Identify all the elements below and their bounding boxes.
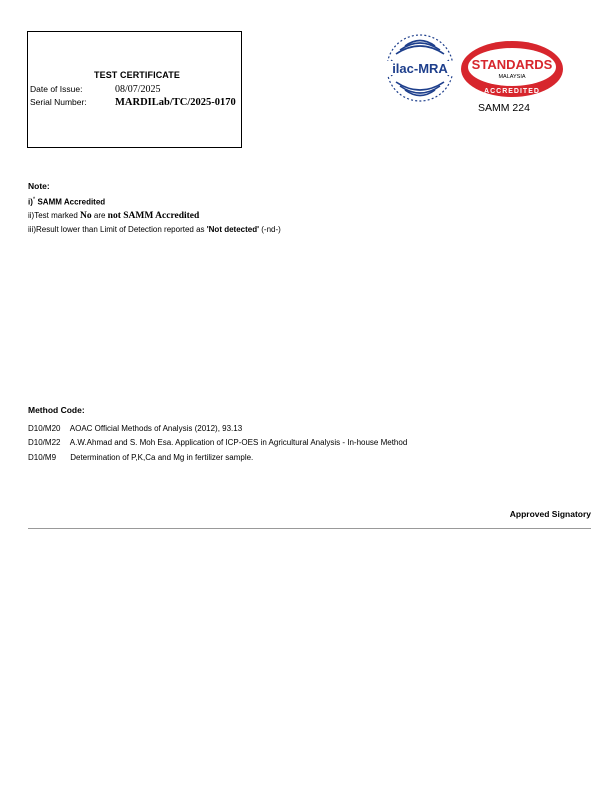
note-line-1-text: SAMM Accredited [37, 197, 106, 207]
note-line-2 [28, 209, 281, 224]
standards-malaysia-logo [459, 39, 565, 99]
method-code: D10/M20 [28, 423, 61, 433]
note-section [28, 180, 281, 237]
note-line-2-bold: not SAMM Accredited [107, 210, 200, 221]
ilac-text: ilac-MRA [392, 61, 448, 76]
note-line-1-prefix: i) [28, 197, 33, 207]
date-of-issue-label: Date of Issue: [30, 84, 83, 94]
certificate-title: TEST CERTIFICATE [94, 70, 180, 80]
method-description: A.W.Ahmad and S. Moh Esa. Application of ICP-OES in Agricultural Analysis - In-house Method [69, 438, 408, 447]
note-line-3-bold: 'Not detected' [206, 225, 260, 235]
method-description: Determination of P,K,Ca and Mg in fertilizer sample. [70, 452, 254, 462]
malaysia-text: MALAYSIA [498, 74, 526, 80]
accredited-text: ACCREDITED [484, 88, 540, 95]
serial-number-row [30, 97, 236, 108]
approved-signatory: Approved Signatory [509, 509, 591, 519]
date-of-issue-row [30, 84, 161, 95]
date-of-issue-value: 08/07/2025 [115, 84, 161, 95]
certificate-header-box [27, 31, 242, 148]
note-line-3 [28, 223, 281, 237]
method-code: D10/M9 [28, 452, 57, 462]
ilac-mra-logo [384, 32, 456, 104]
note-line-3-prefix: iii)Result lower than Limit of Detection reported as [28, 225, 207, 235]
method-row [28, 451, 407, 466]
note-line-3-suffix: (-nd-) [259, 225, 281, 235]
note-line-2-no: No [80, 210, 92, 221]
note-heading: Note: [28, 181, 50, 191]
serial-number-value: MARDILab/TC/2025-0170 [115, 97, 236, 108]
method-row [28, 422, 407, 437]
method-code: D10/M22 [28, 438, 61, 447]
note-line-2-prefix: ii)Test marked [28, 210, 81, 220]
method-row [28, 436, 407, 451]
standards-text: STANDARDS [471, 57, 553, 72]
note-line-2-mid: are [91, 210, 108, 220]
method-code-section [28, 403, 407, 465]
accreditation-mark: * [32, 196, 36, 203]
note-line-1 [28, 194, 281, 209]
serial-number-label: Serial Number: [30, 97, 87, 107]
signature-divider [28, 528, 591, 529]
samm-code: SAMM 224 [478, 102, 530, 114]
method-code-heading: Method Code: [28, 405, 85, 415]
method-description: AOAC Official Methods of Analysis (2012), 93.13 [69, 423, 243, 433]
